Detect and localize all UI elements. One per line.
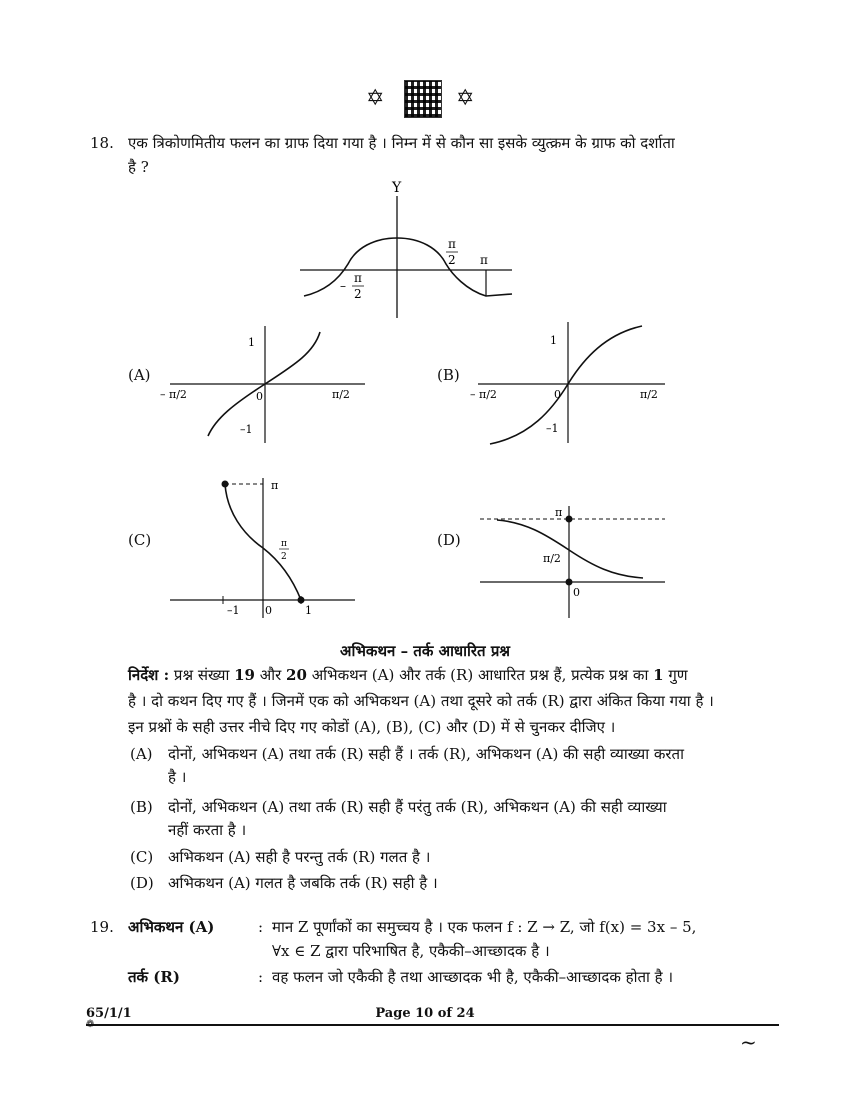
reason-text: वह फलन जो एकैकी है तथा आच्छादक भी है, एकैकी–आच्छादक होता है । bbox=[272, 968, 674, 986]
svg-text:π: π bbox=[555, 506, 563, 519]
option-b-graph bbox=[470, 318, 670, 448]
qr-code bbox=[404, 80, 442, 118]
choice-a-label: (A) bbox=[130, 745, 153, 763]
main-trig-graph bbox=[290, 178, 520, 323]
svg-text:0: 0 bbox=[256, 390, 263, 403]
instruction-line3: इन प्रश्नों के सही उत्तर नीचे दिए गए कोडों (A), (B), (C) और (D) में से चुनकर दीजिए । bbox=[128, 718, 616, 736]
assertion-colon: : bbox=[258, 918, 264, 936]
choice-a-line2: है । bbox=[168, 768, 187, 786]
svg-text:π/2: π/2 bbox=[640, 388, 658, 401]
option-c-graph bbox=[165, 472, 360, 620]
svg-text:0: 0 bbox=[573, 586, 580, 599]
option-d-graph bbox=[475, 500, 670, 620]
choice-b-line2: नहीं करता है । bbox=[168, 821, 247, 839]
reason-colon: : bbox=[258, 968, 264, 986]
question-19-number: 19. bbox=[90, 918, 114, 936]
assertion-line1: मान Z पूर्णांकों का समुच्चय है । एक फलन f : Z → Z, जो f(x) = 3x – 5, bbox=[272, 918, 697, 936]
instruction-line2: है । दो कथन दिए गए हैं । जिनमें एक को अभिकथन (A) तथा दूसरे को तर्क (R) द्वारा अंकित किया गया है । bbox=[128, 692, 714, 710]
question-18-number: 18. bbox=[90, 134, 114, 152]
svg-text:–1: –1 bbox=[227, 604, 240, 617]
main-neg-sign: – bbox=[340, 279, 346, 293]
svg-text:– π/2: – π/2 bbox=[160, 388, 187, 401]
option-b-label[interactable]: (B) bbox=[437, 366, 460, 384]
question-18-text-line1: एक त्रिकोणमितीय फलन का ग्राफ दिया गया है । निम्न में से कौन सा इसके व्युत्क्रम के ग्राफ को दर्शाता bbox=[128, 134, 675, 152]
main-pi2-num: π bbox=[448, 237, 456, 251]
option-d-curve bbox=[497, 520, 643, 578]
instruction-line1: निर्देश : प्रश्न संख्या 19 और 20 अभिकथन (A) और तर्क (R) आधारित प्रश्न हैं, प्रत्येक प्रश्न का 1 गुण bbox=[128, 666, 688, 684]
svg-text:π: π bbox=[271, 479, 279, 492]
svg-text:π/2: π/2 bbox=[332, 388, 350, 401]
option-a-graph bbox=[160, 318, 370, 448]
choice-c-label: (C) bbox=[130, 848, 154, 866]
star-icon-left: ✡ bbox=[366, 86, 385, 111]
footer-flower-icon: ❁ bbox=[86, 1019, 95, 1030]
main-neg-pi2-num: π bbox=[354, 271, 362, 285]
reason-label: तर्क (R) bbox=[128, 968, 180, 986]
question-18-text-line2: है ? bbox=[128, 158, 149, 176]
page-number: Page 10 of 24 bbox=[375, 1006, 475, 1021]
svg-text:–1: –1 bbox=[240, 423, 253, 436]
choice-c-line1: अभिकथन (A) सही है परन्तु तर्क (R) गलत है । bbox=[168, 848, 431, 866]
cosine-curve bbox=[304, 238, 512, 296]
svg-text:π/2: π/2 bbox=[543, 552, 561, 565]
svg-text:0: 0 bbox=[554, 388, 561, 401]
main-y-label: Y bbox=[392, 180, 402, 196]
assertion-line2: ∀x ∈ Z द्वारा परिभाषित है, एकैकी–आच्छादक है । bbox=[272, 942, 550, 960]
svg-text:–1: –1 bbox=[546, 422, 559, 435]
option-a-label[interactable]: (A) bbox=[128, 366, 151, 384]
paper-code: 65/1/1 bbox=[86, 1006, 132, 1021]
assertion-label: अभिकथन (A) bbox=[128, 918, 215, 936]
svg-text:π: π bbox=[281, 539, 287, 549]
svg-text:0: 0 bbox=[265, 604, 272, 617]
choice-b-line1: दोनों, अभिकथन (A) तथा तर्क (R) सही हैं परंतु तर्क (R), अभिकथन (A) की सही व्याख्या bbox=[168, 798, 667, 816]
main-pi2-den: 2 bbox=[448, 253, 456, 267]
choice-b-label: (B) bbox=[130, 798, 153, 816]
main-pi-label: π bbox=[480, 253, 488, 267]
choice-d-line1: अभिकथन (A) गलत है जबकि तर्क (R) सही है । bbox=[168, 874, 438, 892]
choice-d-label: (D) bbox=[130, 874, 154, 892]
svg-text:1: 1 bbox=[550, 334, 557, 347]
svg-text:2: 2 bbox=[281, 552, 287, 562]
svg-text:1: 1 bbox=[305, 604, 312, 617]
option-c-label[interactable]: (C) bbox=[128, 531, 152, 549]
option-b-curve bbox=[490, 326, 642, 444]
main-neg-pi2-den: 2 bbox=[354, 287, 362, 301]
svg-text:– π/2: – π/2 bbox=[470, 388, 497, 401]
star-icon-right: ✡ bbox=[456, 86, 475, 111]
choice-a-line1: दोनों, अभिकथन (A) तथा तर्क (R) सही हैं । तर्क (R), अभिकथन (A) की सही व्याख्या करता bbox=[168, 745, 684, 763]
option-d-label[interactable]: (D) bbox=[437, 531, 461, 549]
footer-tilde: ~ bbox=[740, 1030, 757, 1054]
svg-text:1: 1 bbox=[248, 336, 255, 349]
section-heading: अभिकथन – तर्क आधारित प्रश्न bbox=[340, 642, 510, 660]
footer-rule bbox=[86, 1024, 779, 1026]
